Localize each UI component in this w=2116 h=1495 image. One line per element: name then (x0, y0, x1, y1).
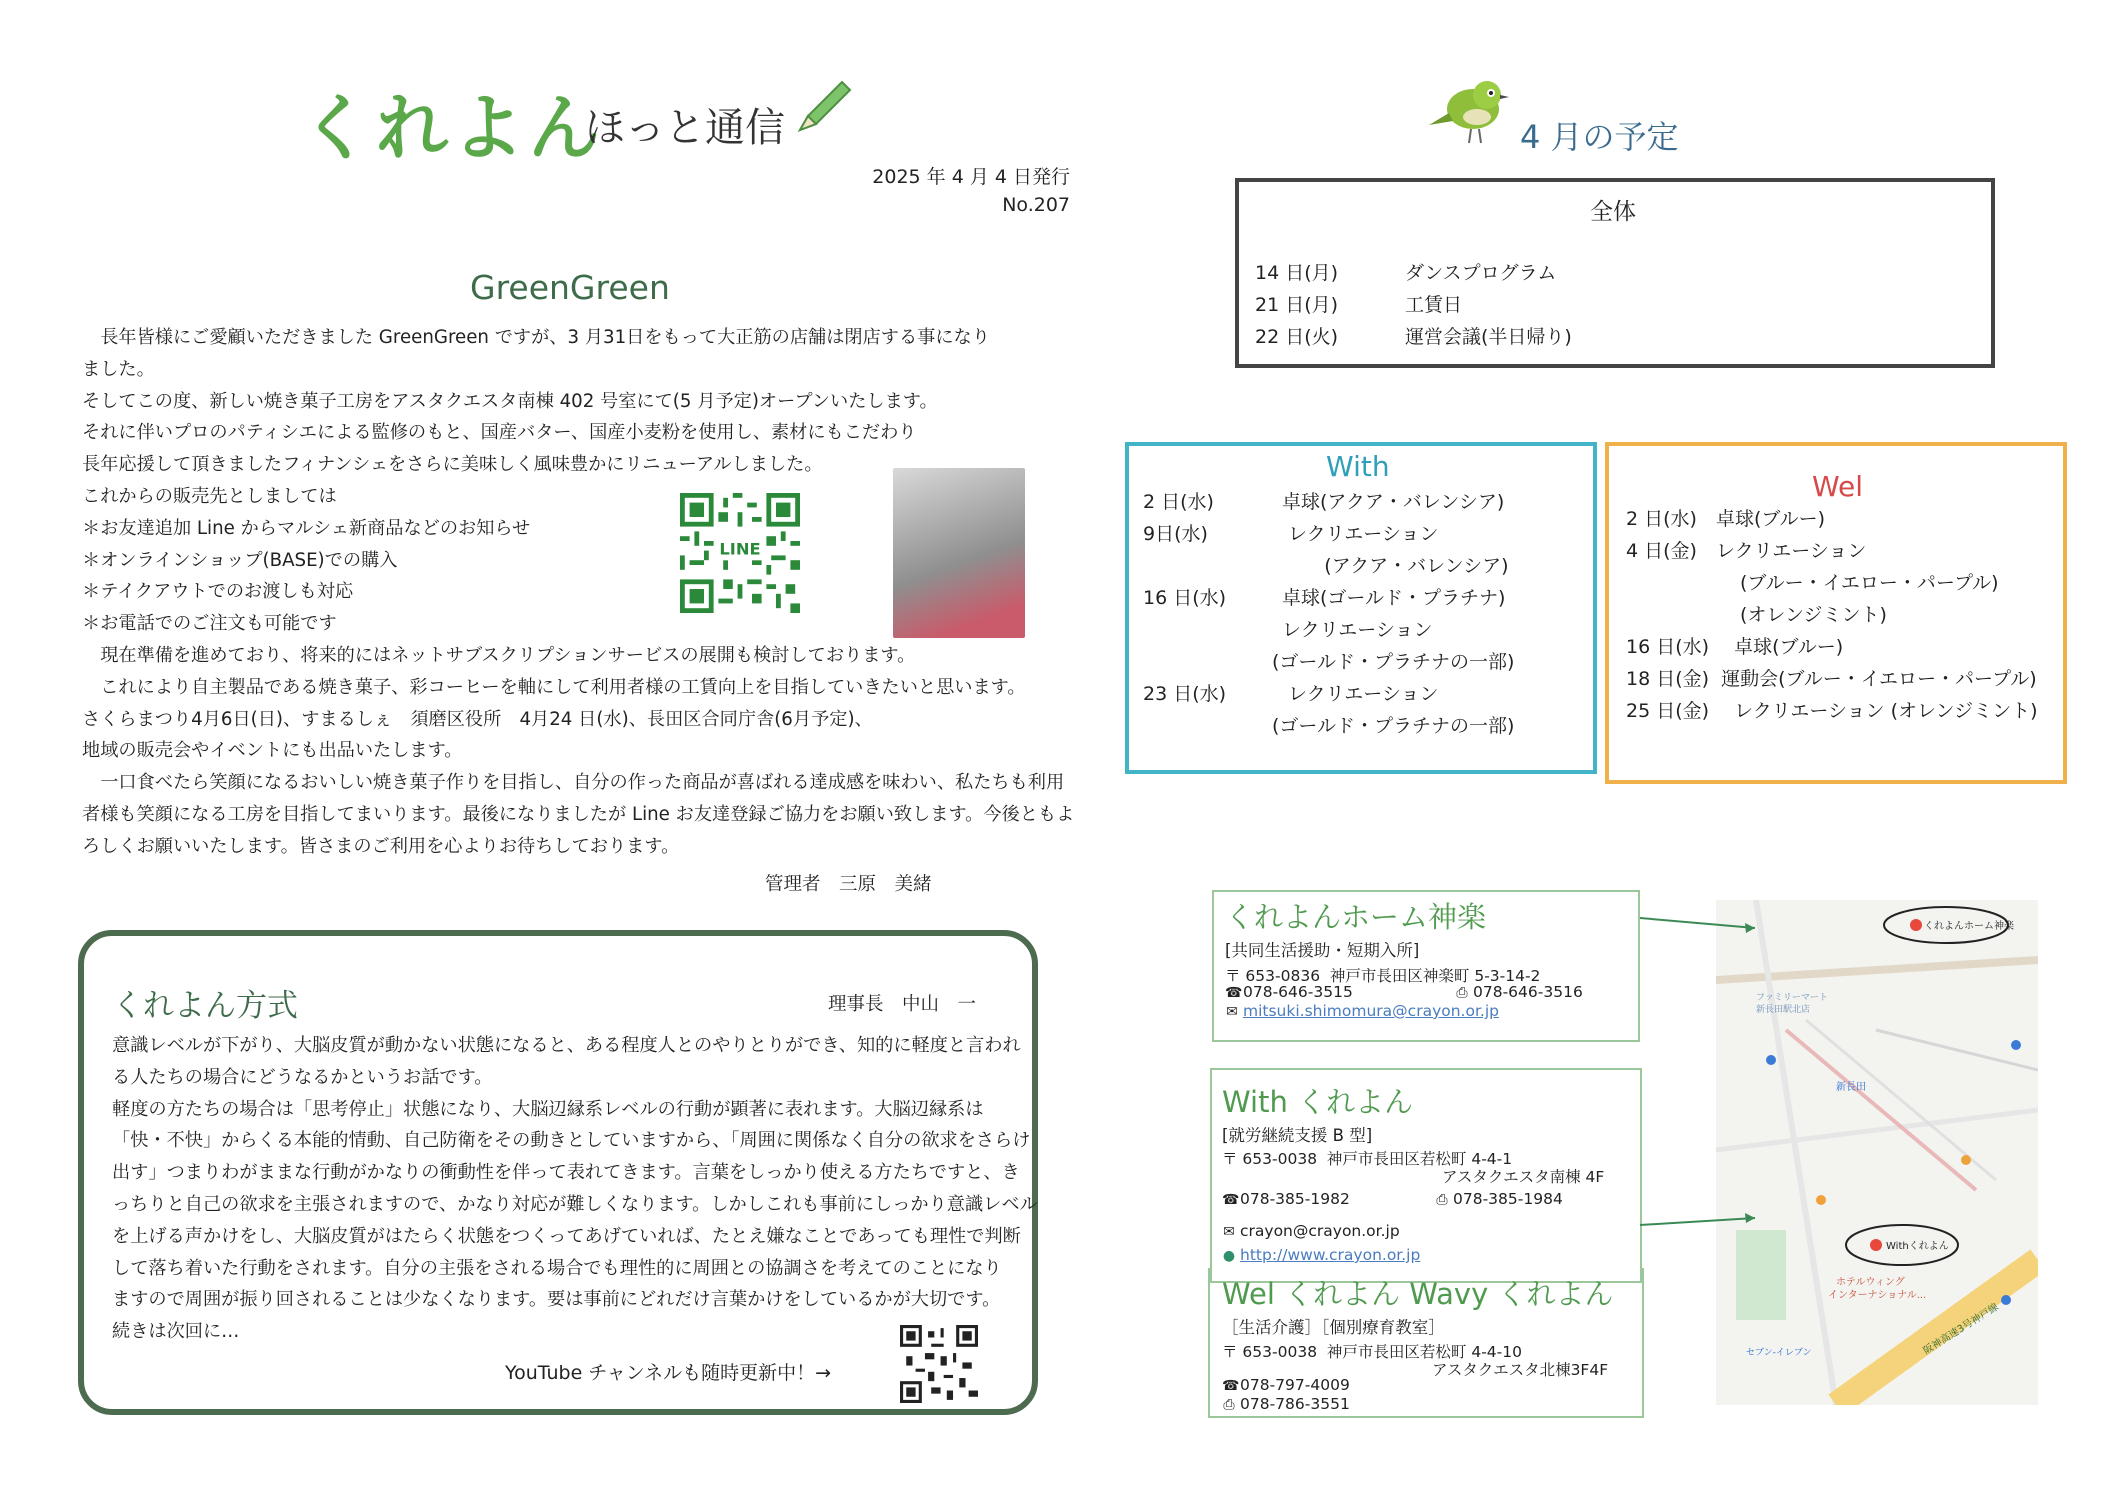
facility-home-address: 〒 653-0836 神戸市長田区神楽町 5-3-14-2 (1225, 967, 1541, 985)
greengreen-line: それに伴いプロのパティシエによる監修のもと、国産バター、国産小麦粉を使用し、素材にもこだわり (82, 422, 917, 444)
newsletter-subtitle: ほっと通信 (585, 105, 785, 151)
map-label: ホテルウィング (1836, 1277, 1905, 1288)
facility-wel-fax: 078-786-3551 (1240, 1395, 1350, 1413)
with-date: 9日(水) (1143, 523, 1208, 545)
phone-icon: ☎ (1222, 1378, 1240, 1394)
wel-row: 2 日(水) 卓球(ブルー) (1626, 508, 1826, 530)
issue-date: 2025 年 4 月 4 日発行 (872, 166, 1070, 188)
mail-icon: ✉ (1226, 1004, 1238, 1020)
facility-home-fax-row (1455, 983, 1583, 1001)
with-date: 23 日(水) (1143, 683, 1227, 705)
greengreen-line: 地域の販売会やイベントにも出品いたします。 (82, 740, 463, 762)
wel-row: (オレンジミント) (1626, 604, 1887, 626)
bird-icon (1425, 65, 1515, 155)
overall-date: 22 日(火) (1255, 326, 1339, 348)
wel-schedule-title: Wel (1812, 470, 1864, 503)
map-label: 新長田駅北店 (1756, 1005, 1811, 1015)
facility-wel-type: ［生活介護］［個別療育教室］ (1222, 1318, 1445, 1337)
method-title: くれよん方式 (112, 988, 298, 1024)
article-signature: 管理者 三原 美緒 (765, 874, 932, 895)
greengreen-title: GreenGreen (470, 268, 670, 307)
with-event: (ゴールド・プラチナの一部) (1272, 651, 1515, 673)
map-connector-lines (1640, 900, 1760, 1240)
facility-wel-building: アスタクエスタ北棟3F4F (1432, 1361, 1609, 1379)
facility-home-tel[interactable]: 078-646-3515 (1243, 983, 1353, 1001)
greengreen-line: ＊オンラインショップ(BASE)での購入 (82, 549, 398, 571)
wel-row: (ブルー・イエロー・パープル) (1626, 572, 1999, 594)
facility-home-email-row (1225, 1002, 1499, 1020)
overall-event: 運営会議(半日帰り) (1405, 326, 1572, 348)
greengreen-line: ＊テイクアウトでのお渡しも対応 (82, 581, 354, 603)
map-label-home: くれよんホーム神楽 (1924, 921, 2014, 932)
map-label: インターナショナル... (1828, 1290, 1927, 1301)
method-line: ますので周囲が振り回されることは少なくなります。要は事前にどれだけ言葉かけをしているかが大切です。 (112, 1289, 1001, 1311)
wel-row: 18 日(金) 運動会(ブルー・イエロー・パープル) (1626, 668, 2037, 690)
facility-with-tel-row (1222, 1190, 1350, 1208)
wel-row: 25 日(金) レクリエーション (オレンジミント) (1626, 700, 2038, 722)
with-event: レクリエーション (1282, 523, 1439, 545)
method-line: 意識レベルが下がり、大脳皮質が動かない状態になると、ある程度人とのやりとりができ、知的に軽度と言われ (112, 1035, 1021, 1056)
facility-with-url-row (1222, 1246, 1420, 1264)
facility-with-title: With くれよん (1222, 1085, 1414, 1119)
greengreen-line: 長年応援して頂きましたフィナンシェをさらに美味しく風味豊かにリニューアルしました。 (82, 454, 823, 476)
with-date: 2 日(水) (1143, 491, 1214, 513)
facility-home-type: [共同生活援助・短期入所] (1225, 941, 1420, 960)
greengreen-line: ＊お電話でのご注文も可能です (82, 613, 337, 635)
facility-with-email[interactable]: crayon@crayon.or.jp (1240, 1222, 1400, 1240)
facility-with-fax-row (1435, 1190, 1563, 1208)
with-event: (ゴールド・プラチナの一部) (1272, 715, 1515, 737)
method-line: 「快・不快」からくる本能的情動、自己防衛をその動きとしていますから、「周囲に関係なく自分の欲求をさらけ (112, 1130, 1031, 1152)
youtube-link[interactable]: YouTube チャンネルも随時更新中！→ (505, 1362, 832, 1384)
issue-number: No.207 (1002, 194, 1070, 216)
youtube-qr-code[interactable] (900, 1325, 978, 1403)
overall-schedule-title: 全体 (1590, 199, 1636, 225)
with-event: 卓球(ゴールド・プラチナ) (1282, 587, 1506, 609)
fax-icon: ⎙ (1223, 1397, 1235, 1413)
fax-icon: ⎙ (1436, 1192, 1448, 1208)
fax-icon: ⎙ (1456, 985, 1468, 1001)
pencil-icon (790, 70, 860, 140)
facility-wel-title: Wel くれよん Wavy くれよん (1222, 1277, 1614, 1311)
map-label: セブン-イレブン (1746, 1348, 1812, 1358)
overall-date: 21 日(月) (1255, 294, 1339, 316)
area-map[interactable] (1716, 900, 2038, 1405)
overall-event: 工賃日 (1405, 294, 1463, 316)
method-line: っちりと自己の欲求を主張されますので、かなり対応が難しくなります。しかしこれも事前にしっかり意識レベル (112, 1193, 1038, 1215)
facility-home-title: くれよんホーム神楽 (1225, 900, 1487, 934)
line-qr-code[interactable] (680, 493, 800, 613)
method-line: して落ち着いた行動をされます。自分の主張をされる場合でも理性的に周囲との協調さを考えてのことになり (112, 1257, 1002, 1279)
greengreen-line: これにより自主製品である焼き菓子、彩コーヒーを軸にして利用者様の工賃向上を目指していきたいと思います。 (82, 676, 1026, 698)
greengreen-line: 現在準備を進めており、将来的にはネットサブスクリプションサービスの展開も検討しております。 (82, 644, 916, 666)
with-event: レクリエーション (1282, 619, 1433, 641)
mail-icon: ✉ (1223, 1224, 1235, 1240)
facility-with-url[interactable]: http://www.crayon.or.jp (1240, 1246, 1421, 1264)
facility-with-type: [就労継続支援 B 型] (1222, 1126, 1373, 1145)
method-body (112, 1030, 1038, 1348)
map-label: ファミリーマート (1756, 993, 1828, 1003)
facility-with-address: 〒 653-0038 神戸市長田区若松町 4-4-1 (1222, 1150, 1513, 1168)
facility-wel-tel-row (1222, 1376, 1350, 1394)
greengreen-line: ました。 (82, 358, 155, 380)
with-schedule-title: With (1326, 450, 1390, 483)
with-date: 16 日(水) (1143, 587, 1227, 609)
facility-wel-fax-row (1222, 1395, 1350, 1413)
wel-row: 4 日(金) レクリエーション (1626, 540, 1867, 562)
greengreen-line: ろしくお願いいたします。皆さまのご利用を心よりお待ちしております。 (82, 835, 680, 857)
greengreen-line: そしてこの度、新しい焼き菓子工房をアスタクエスタ南棟 402 号室にて(5 月予定)オープンいたします。 (82, 390, 938, 412)
schedule-title: 4 月の予定 (1520, 118, 1679, 156)
overall-date: 14 日(月) (1255, 262, 1339, 284)
greengreen-line: ＊お友達追加 Line からマルシェ新商品などのお知らせ (82, 517, 531, 539)
method-line: 軽度の方たちの場合は「思考停止」状態になり、大脳辺縁系レベルの行動が顕著に表れます。大脳辺縁系は (112, 1098, 984, 1120)
phone-icon: ☎ (1222, 1192, 1240, 1208)
with-event: レクリエーション (1282, 683, 1439, 705)
phone-icon: ☎ (1225, 985, 1243, 1001)
overall-event: ダンスプログラム (1405, 262, 1557, 284)
method-line: を上げる声かけをし、大脳皮質がはたらく状態をつくってあげていれば、たとえ嫌なことであっても理性で判断 (112, 1225, 1021, 1247)
method-line: 続きは次回に… (112, 1321, 240, 1343)
greengreen-line: これからの販売先としましては (82, 485, 337, 507)
greengreen-line: 一口食べたら笑顔になるおいしい焼き菓子作りを目指し、自分の作った商品が喜ばれる達成感を味わい、私たちも利用 (82, 772, 1065, 794)
method-author: 理事長 中山 一 (828, 994, 977, 1015)
facility-home-email[interactable]: mitsuki.shimomura@crayon.or.jp (1243, 1002, 1499, 1020)
map-station: 新長田 (1836, 1082, 1866, 1093)
method-line: 出す」つまりわがままな行動がかなりの衝動性を伴って表れてきます。言葉をしっかり使える方たちですと、き (112, 1162, 1020, 1184)
brand-logo: くれよん (300, 86, 605, 170)
facility-with-fax: 078-385-1984 (1453, 1190, 1563, 1208)
patissier-photo (893, 468, 1025, 638)
facility-wel-tel[interactable]: 078-797-4009 (1240, 1376, 1350, 1394)
greengreen-line: 者様も笑顔になる工房を目指してまいります。最後になりましたが Line お友達登録ご協力をお願い致します。今後ともよ (82, 803, 1075, 825)
method-line: る人たちの場合にどうなるかというお話です。 (112, 1066, 493, 1088)
with-event: 卓球(アクア・バレンシア) (1282, 491, 1505, 513)
with-event: (アクア・バレンシア) (1282, 555, 1509, 577)
facility-with-building: アスタクエスタ南棟 4F (1442, 1168, 1605, 1186)
greengreen-line: さくらまつり4月6日(日)、すまるしぇ 須磨区役所 4月24 日(水)、長田区合同庁舎(6月予定)、 (82, 708, 873, 730)
line-qr-label: LINE (719, 539, 761, 559)
facility-wel-address: 〒 653-0038 神戸市長田区若松町 4-4-10 (1222, 1343, 1522, 1361)
wel-row: 16 日(水) 卓球(ブルー) (1626, 636, 1844, 658)
facility-home-fax: 078-646-3516 (1473, 983, 1583, 1001)
map-label-with: Withくれよん (1886, 1241, 1949, 1252)
globe-icon: ● (1222, 1248, 1236, 1264)
facility-home-tel-row (1225, 983, 1353, 1001)
map-label: 阪神高速3号神戸線 (1921, 1301, 2001, 1357)
facility-with-email-row (1222, 1222, 1400, 1240)
facility-with-tel[interactable]: 078-385-1982 (1240, 1190, 1350, 1208)
greengreen-line: 長年皆様にご愛顧いただきました GreenGreen ですが、3 月31日をもって大正筋の店舗は閉店する事になり (82, 327, 990, 348)
